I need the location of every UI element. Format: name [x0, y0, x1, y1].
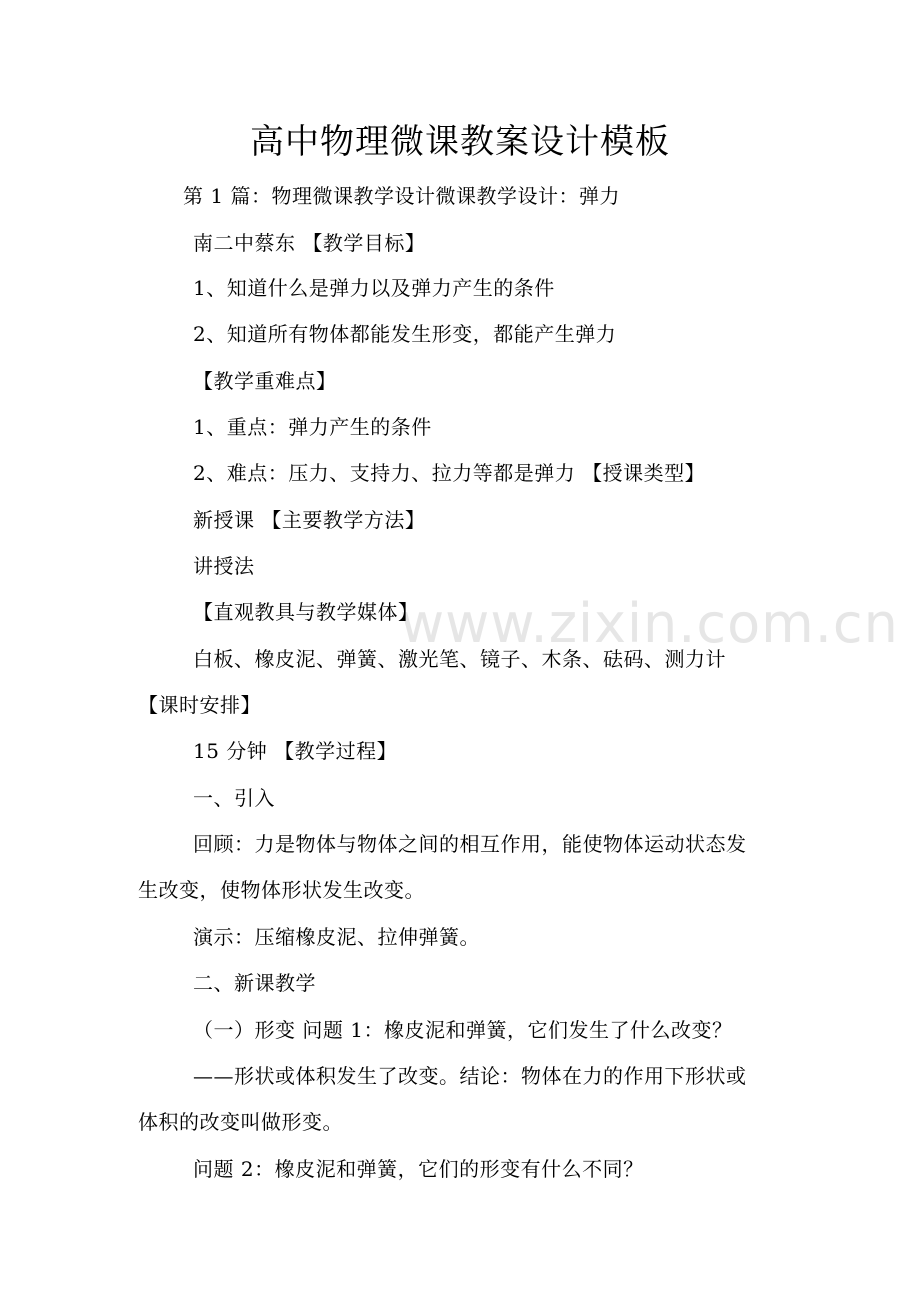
- key-point-item: 1、重点：弹力产生的条件: [193, 415, 432, 439]
- section-new-lesson: 二、新课教学: [193, 971, 316, 995]
- document-title: 高中物理微课教案设计模板: [250, 122, 670, 162]
- section-introduction: 一、引入: [193, 786, 275, 810]
- question-2-line: 问题 2：橡皮泥和弹簧，它们的形变有什么不同？: [193, 1157, 644, 1181]
- question-1-line: （一）形变 问题 1：橡皮泥和弹簧，它们发生了什么改变？: [193, 1018, 733, 1042]
- demonstration-line: 演示：压缩橡皮泥、拉伸弹簧。: [193, 925, 480, 949]
- teaching-media-heading: 【直观教具与教学媒体】: [193, 600, 419, 624]
- objective-item-1: 1、知道什么是弹力以及弹力产生的条件: [193, 276, 555, 300]
- objective-item-2: 2、知道所有物体都能发生形变，都能产生弹力: [193, 322, 617, 346]
- teaching-media-list: 白板、橡皮泥、弹簧、激光笔、镜子、木条、砝码、测力计: [193, 647, 726, 671]
- chapter-heading: 第 1 篇：物理微课教学设计微课教学设计：弹力: [183, 184, 620, 208]
- conclusion-line-2: 体积的改变叫做形变。: [138, 1110, 343, 1134]
- review-paragraph-line-2: 生改变，使物体形状发生改变。: [138, 878, 425, 902]
- lesson-type-line: 新授课 【主要教学方法】: [193, 508, 426, 532]
- author-and-objectives-heading: 南二中蔡东 【教学目标】: [193, 231, 426, 255]
- review-paragraph-line-1: 回顾：力是物体与物体之间的相互作用，能使物体运动状态发: [193, 832, 747, 856]
- key-points-heading: 【教学重难点】: [193, 369, 337, 393]
- conclusion-line-1: ——形状或体积发生了改变。结论：物体在力的作用下形状或: [193, 1064, 747, 1088]
- teaching-method-line: 讲授法: [193, 554, 255, 578]
- schedule-heading: 【课时安排】: [138, 693, 261, 717]
- watermark-text: www.zixin.com.cn: [400, 592, 899, 655]
- duration-and-process-line: 15 分钟 【教学过程】: [193, 739, 398, 763]
- difficult-point-item: 2、难点：压力、支持力、拉力等都是弹力 【授课类型】: [193, 461, 706, 485]
